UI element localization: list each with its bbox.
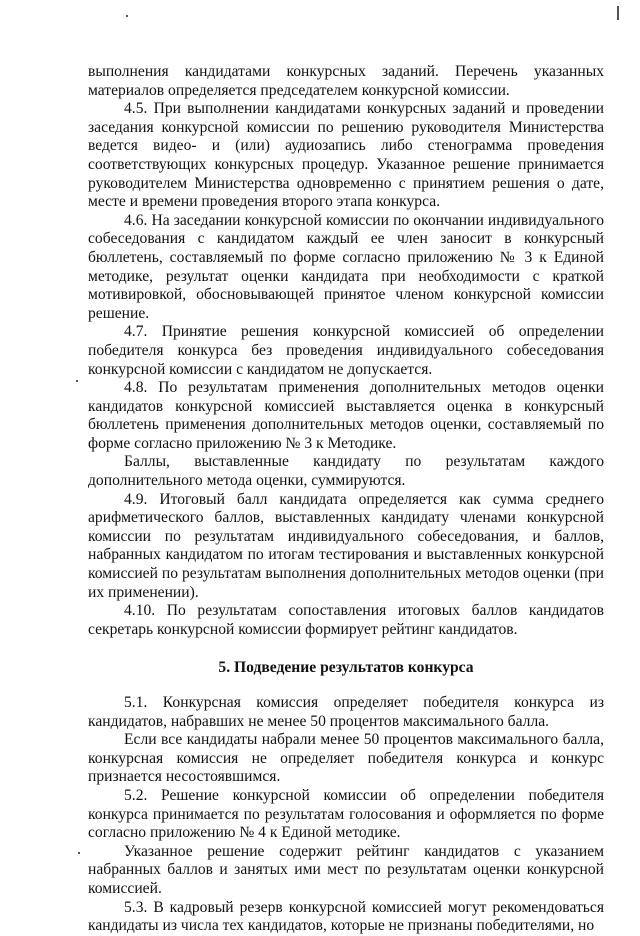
paragraph-5-2-rating: Указанное решение содержит рейтинг кандидатов с указанием набранных баллов и занятых ими мест по результатам оценки конкурсной комиссией.	[88, 842, 604, 897]
paragraph-4-8: 4.8. По результатам применения дополнительных методов оценки кандидатов конкурсной комиссией выставляется оценка в конкурсный бюллетень применения дополнительных методов оценки, составляемый по форме согласно приложению № 3 к Методике.	[88, 379, 604, 452]
paragraph-5-1: 5.1. Конкурсная комиссия определяет победителя конкурса из кандидатов, набравших не менее 50 процентов максимального балла.	[88, 694, 604, 730]
paragraph-4-9: 4.9. Итоговый балл кандидата определяется как сумма среднего арифметического баллов, выставленных кандидату членами конкурсной комиссии по результатам индивидуального собеседования, и баллов, набранных кандидатом по итогам тестирования и выставленных конкурсной комиссией по результатам выполнения дополнительных методов оценки (при их применении).	[88, 490, 604, 601]
scan-speck	[78, 852, 80, 854]
paragraph-continuation: выполнения кандидатами конкурсных заданий. Перечень указанных материалов определяется председателем конкурсной комиссии.	[88, 63, 604, 99]
paragraph-4-10: 4.10. По результатам сопоставления итоговых баллов кандидатов секретарь конкурсной комиссии формирует рейтинг кандидатов.	[88, 602, 604, 638]
paragraph-4-6: 4.6. На заседании конкурсной комиссии по окончании индивидуального собеседования с кандидатом каждый ее член заносит в конкурсный бюллетень, составляемый по форме согласно приложению № 3 к Единой методике, результат оценки кандидата при необходимости с краткой мотивировкой, обосновывающей принятое членом конкурсной комиссии решение.	[88, 211, 604, 322]
paragraph-5-1-failed: Если все кандидаты набрали менее 50 процентов максимального балла, конкурсная комиссия не определяет победителя конкурса и конкурс признается несостоявшимся.	[88, 731, 604, 786]
paragraph-4-7: 4.7. Принятие решения конкурсной комиссией об определении победителя конкурса без проведения индивидуального собеседования конкурсной комиссии с кандидатом не допускается.	[88, 323, 604, 378]
scan-speck	[76, 380, 78, 382]
paragraph-5-3: 5.3. В кадровый резерв конкурсной комиссией могут рекомендоваться кандидаты из числа тех кандидатов, которые не признаны победителями, но	[88, 898, 604, 935]
scan-speck	[126, 15, 128, 17]
paragraph-5-2: 5.2. Решение конкурсной комиссии об определении победителя конкурса принимается по результатам голосования и оформляется по форме согласно приложению № 4 к Единой методике.	[88, 786, 604, 842]
paragraph-4-5: 4.5. При выполнении кандидатами конкурсных заданий и проведении заседания конкурсной комиссии по решению руководителя Министерства ведется видео- и (или) аудиозапись либо стенограмма проведения соответствующих конкурсных процедур. Указанное решение принимается руководителем Министерства одновременно с принятием решения о дате, месте и времени проведения второго этапа конкурса.	[88, 100, 604, 211]
paragraph-4-8-scores: Баллы, выставленные кандидату по результатам каждого дополнительного метода оценки, суммируются.	[88, 453, 604, 490]
document-body	[88, 63, 604, 936]
section-heading: 5. Подведение результатов конкурса	[218, 659, 474, 677]
scan-mark-top-right	[617, 6, 619, 20]
